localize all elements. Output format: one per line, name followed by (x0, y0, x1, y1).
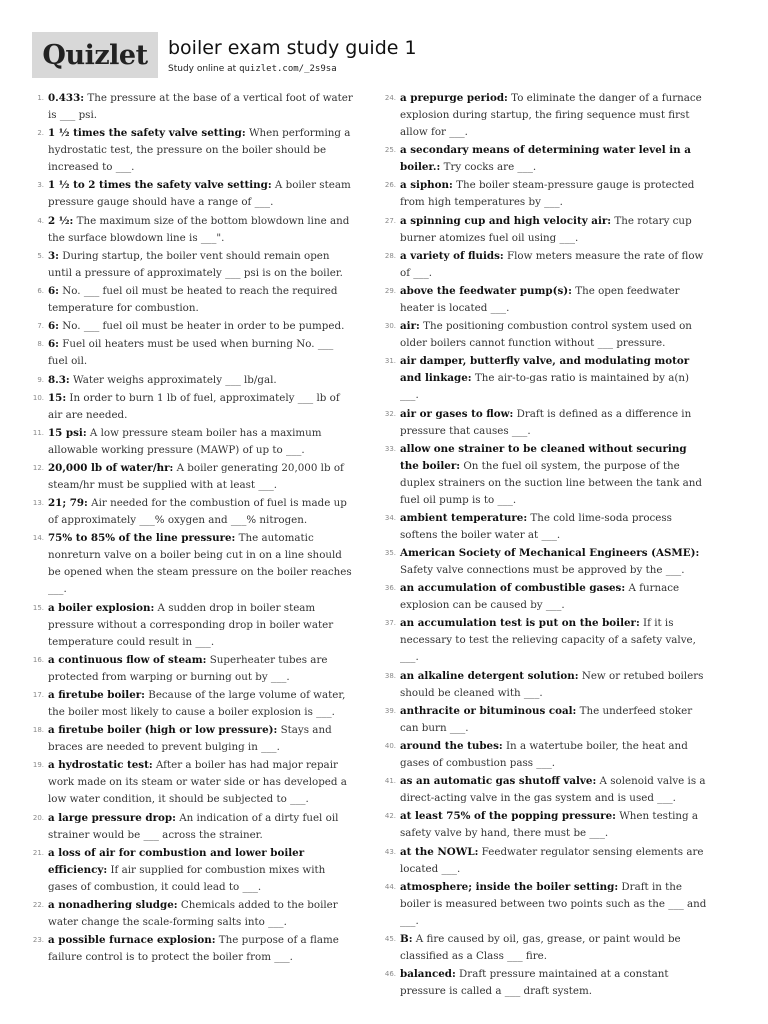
item-definition: The open feedwater heater is located ___. (400, 284, 680, 314)
item-definition: The cold lime-soda process softens the boiler water at ___. (400, 511, 672, 541)
study-item (382, 283, 708, 317)
item-term: an accumulation of combustible gases: (400, 582, 626, 595)
item-term: 15: (48, 391, 67, 404)
item-number: 20. (32, 813, 44, 822)
item-definition: Stays and braces are needed to prevent bulging in ___. (48, 724, 332, 754)
item-definition: A solenoid valve is a direct-acting valve in the gas system and is used ___. (400, 775, 706, 805)
item-number: 14. (32, 534, 44, 543)
item-term: 0.433: (48, 92, 85, 104)
item-definition: Draft in the boiler is measured between two points such as the ___ and ___. (400, 880, 707, 927)
item-term: a secondary means of determining water level in a boiler.: (400, 144, 691, 174)
logo-text: Quizlet (42, 39, 148, 71)
item-definition: Try cocks are ___. (443, 161, 537, 174)
quizlet-logo[interactable] (32, 32, 158, 78)
item-term: an alkaline detergent solution: (400, 669, 579, 682)
right-column (382, 90, 708, 1001)
study-item (382, 808, 708, 842)
item-number: 44. (384, 882, 396, 891)
item-definition: To eliminate the danger of a furnace explosion during startup, the firing sequence must first allow for ___. (400, 92, 702, 138)
item-term: 15 psi: (48, 426, 87, 439)
item-term: 6: (48, 338, 59, 351)
study-item (30, 757, 356, 808)
item-term: 20,000 lb of water/hr: (48, 462, 174, 475)
item-number: 34. (384, 513, 396, 522)
study-item (382, 318, 708, 352)
study-item (30, 845, 356, 896)
item-term: a spinning cup and high velocity air: (400, 214, 612, 227)
study-item (30, 336, 356, 370)
item-definition: In a watertube boiler, the heat and gases of combustion pass ___. (400, 740, 688, 769)
study-item (382, 844, 708, 878)
item-number: 28. (384, 251, 396, 260)
item-term: 75% to 85% of the line pressure: (48, 532, 236, 545)
item-term: an accumulation test is put on the boiler: (400, 617, 640, 630)
study-item (30, 897, 356, 931)
item-definition: Chemicals added to the boiler water change the scale-forming salts into ___. (48, 898, 338, 928)
item-term: anthracite or bituminous coal: (400, 704, 577, 717)
item-definition: During startup, the boiler vent should remain open until a pressure of approximately ___ psi is on the boiler. (48, 249, 343, 279)
study-item (30, 177, 356, 211)
study-item (382, 879, 708, 930)
item-definition: If air supplied for combustion mixes with gases of combustion, it could lead to ___. (48, 863, 326, 893)
item-number: 23. (32, 936, 44, 945)
item-number: 32. (384, 409, 396, 418)
item-definition: Draft pressure maintained at a constant pressure is called a ___ draft system. (400, 968, 669, 998)
item-term: a firetube boiler: (48, 689, 145, 701)
item-number: 18. (32, 726, 44, 735)
item-term: a loss of air for combustion and lower boiler efficiency: (48, 846, 305, 876)
item-definition: A boiler generating 20,000 lb of steam/hr must be supplied with at least ___. (48, 462, 344, 492)
item-number: 30. (384, 322, 396, 331)
study-item (382, 142, 708, 176)
item-number: 42. (384, 812, 396, 821)
item-number: 16. (32, 655, 44, 664)
item-term: at least 75% of the popping pressure: (400, 810, 616, 823)
item-term: a hydrostatic test: (48, 759, 153, 772)
item-definition: New or retubed boilers should be cleaned with ___. (400, 669, 704, 699)
item-term: 8.3: (48, 373, 70, 386)
study-item (382, 931, 708, 965)
study-item (382, 406, 708, 440)
page-header (32, 32, 737, 78)
study-item (382, 773, 708, 807)
item-term: balanced: (400, 968, 456, 981)
item-definition: Draft is defined as a difference in pressure that causes ___. (400, 407, 692, 437)
item-definition: No. ___ fuel oil must be heated to reach the required temperature for combustion. (48, 284, 338, 314)
item-number: 4. (37, 216, 44, 225)
item-term: a continuous flow of steam: (48, 653, 207, 666)
item-definition: If it is necessary to test the relieving capacity of a safety valve, ___. (400, 617, 696, 664)
item-definition: Air needed for the combustion of fuel is made up of approximately ___% oxygen and ___% nitrogen. (48, 497, 347, 527)
study-item (382, 615, 708, 666)
item-definition: Superheater tubes are protected from warping or burning out by ___. (48, 653, 328, 683)
study-item (382, 441, 708, 509)
item-definition: In order to burn 1 lb of fuel, approximately ___ lb of air are needed. (48, 391, 340, 421)
item-term: 21; 79: (48, 497, 88, 510)
study-item (382, 668, 708, 702)
study-item (30, 530, 356, 598)
item-term: a variety of fluids: (400, 249, 504, 262)
item-number: 15. (32, 603, 44, 612)
study-url-link[interactable]: quizlet.com/_2s9sa (239, 64, 337, 74)
study-item (382, 966, 708, 1000)
item-definition: No. ___ fuel oil must be heater in order to be pumped. (62, 320, 345, 333)
study-item (30, 283, 356, 317)
subtitle-prefix: Study online at (168, 64, 240, 74)
item-number: 35. (384, 549, 396, 558)
item-definition: The positioning combustion control system used on older boilers cannot function without ___ pressure. (400, 320, 692, 350)
item-number: 17. (32, 691, 44, 699)
item-definition: The boiler steam-pressure gauge is protected from high temperatures by ___. (400, 179, 695, 209)
item-term: 6: (48, 320, 59, 333)
study-item (382, 177, 708, 211)
item-term: a siphon: (400, 179, 453, 192)
item-number: 38. (384, 671, 396, 680)
item-definition: When testing a safety valve by hand, there must be ___. (400, 810, 699, 840)
item-number: 19. (32, 761, 44, 770)
item-number: 40. (384, 742, 396, 750)
item-number: 36. (384, 584, 396, 593)
item-definition: Flow meters measure the rate of flow of ___. (400, 249, 704, 279)
left-column (30, 90, 356, 967)
item-definition: The pressure at the base of a vertical foot of water is ___ psi. (48, 92, 353, 121)
item-term: a boiler explosion: (48, 601, 155, 614)
study-item (30, 425, 356, 459)
study-item (30, 318, 356, 335)
item-number: 6. (37, 286, 44, 295)
item-number: 24. (384, 94, 396, 102)
item-term: 2 ½: (48, 214, 74, 227)
study-item (30, 390, 356, 424)
study-item (30, 248, 356, 282)
item-definition: Feedwater regulator sensing elements are located ___. (400, 845, 704, 875)
item-definition: Water weighs approximately ___ lb/gal. (73, 373, 277, 386)
study-item (30, 460, 356, 494)
item-number: 37. (384, 619, 396, 628)
item-term: 6: (48, 284, 59, 297)
item-number: 13. (32, 499, 44, 508)
item-term: a possible furnace explosion: (48, 934, 216, 947)
item-term: a large pressure drop: (48, 811, 176, 824)
study-item (30, 90, 356, 124)
study-item (382, 703, 708, 737)
item-definition: When performing a hydrostatic test, the pressure on the boiler should be increased to ___. (48, 127, 351, 174)
study-item (30, 722, 356, 756)
item-number: 9. (37, 375, 44, 384)
item-term: air damper, butterfly valve, and modulating motor and linkage: (400, 355, 690, 385)
item-number: 1. (37, 94, 44, 102)
study-item (30, 600, 356, 651)
item-number: 46. (384, 970, 396, 979)
item-term: above the feedwater pump(s): (400, 284, 572, 297)
study-item (30, 810, 356, 844)
item-number: 5. (37, 251, 44, 260)
item-definition: Safety valve connections must be approved by the ___. (400, 564, 685, 577)
item-number: 7. (37, 322, 44, 331)
item-term: B: (400, 932, 413, 945)
item-definition: A furnace explosion can be caused by ___. (400, 582, 680, 612)
study-item (382, 248, 708, 282)
study-item (30, 495, 356, 529)
item-number: 11. (32, 428, 44, 437)
item-number: 45. (384, 934, 396, 943)
item-term: 1 ½ times the safety valve setting: (48, 127, 246, 140)
item-definition: Because of the large volume of water, the boiler most likely to cause a boiler explosion is ___. (48, 689, 346, 718)
item-number: 26. (384, 181, 396, 190)
study-item (30, 687, 356, 721)
item-number: 8. (37, 340, 44, 349)
study-item (382, 738, 708, 772)
item-definition: A sudden drop in boiler steam pressure without a corresponding drop in boiler water temperature could result in ___. (48, 601, 334, 648)
item-term: a firetube boiler (high or low pressure): (48, 724, 278, 737)
item-definition: A boiler steam pressure gauge should have a range of ___. (48, 179, 351, 209)
study-item (382, 545, 708, 579)
item-definition: The purpose of a flame failure control is to protect the boiler from ___. (48, 934, 339, 964)
item-term: a prepurge period: (400, 92, 508, 104)
study-item (30, 652, 356, 686)
study-item (30, 932, 356, 966)
study-online-line (168, 64, 337, 74)
item-term: ambient temperature: (400, 511, 528, 524)
item-number: 31. (384, 357, 396, 366)
item-number: 41. (384, 777, 396, 786)
item-term: 1 ½ to 2 times the safety valve setting: (48, 179, 272, 192)
item-term: atmosphere; inside the boiler setting: (400, 880, 619, 893)
item-term: a nonadhering sludge: (48, 898, 178, 911)
item-number: 22. (32, 900, 44, 909)
item-number: 2. (37, 129, 44, 138)
item-definition: The automatic nonreturn valve on a boiler being cut in on a line should be opened when the steam pressure on the boiler reaches ___. (48, 532, 352, 596)
study-item (30, 125, 356, 176)
item-definition: The rotary cup burner atomizes fuel oil using ___. (400, 214, 692, 244)
item-term: as an automatic gas shutoff valve: (400, 775, 597, 788)
item-definition: The maximum size of the bottom blowdown line and the surface blowdown line is ___". (48, 214, 350, 244)
study-item (382, 353, 708, 404)
item-number: 10. (32, 393, 44, 402)
item-definition: Fuel oil heaters must be used when burning No. ___ fuel oil. (48, 338, 334, 368)
item-number: 12. (32, 464, 44, 473)
item-term: air: (400, 320, 420, 333)
item-definition: The underfeed stoker can burn ___. (400, 704, 693, 734)
item-number: 29. (384, 286, 396, 295)
item-term: at the NOWL: (400, 845, 479, 858)
item-definition: On the fuel oil system, the purpose of the duplex strainers on the suction line between the tank and fuel oil pump is to ___. (400, 459, 702, 506)
item-definition: The air-to-gas ratio is maintained by a(n) ___. (400, 372, 689, 402)
study-item (382, 213, 708, 247)
study-item (382, 580, 708, 614)
item-term: air or gases to flow: (400, 407, 514, 420)
study-item (30, 372, 356, 389)
item-term: American Society of Mechanical Engineers (ASME): (400, 547, 700, 560)
item-number: 39. (384, 706, 396, 715)
item-number: 43. (384, 847, 396, 856)
item-number: 3. (37, 181, 44, 190)
item-definition: An indication of a dirty fuel oil strainer would be ___ across the strainer. (48, 811, 339, 841)
item-number: 33. (384, 444, 396, 453)
item-definition: A fire caused by oil, gas, grease, or paint would be classified as a Class ___ fire. (400, 932, 681, 962)
study-item (30, 213, 356, 247)
study-item (382, 90, 708, 141)
study-item (382, 510, 708, 544)
page-title: boiler exam study guide 1 (168, 37, 417, 59)
item-number: 21. (32, 848, 44, 857)
item-definition: A low pressure steam boiler has a maximum allowable working pressure (MAWP) of up to ___. (48, 426, 322, 456)
item-number: 25. (384, 146, 396, 155)
item-term: allow one strainer to be cleaned without securing the boiler: (400, 442, 687, 472)
item-term: 3: (48, 249, 59, 262)
item-term: around the tubes: (400, 740, 503, 752)
item-number: 27. (384, 216, 396, 225)
item-definition: After a boiler has had major repair work made on its steam or water side or has developed a low water condition, it should be subjected to ___. (48, 759, 347, 806)
